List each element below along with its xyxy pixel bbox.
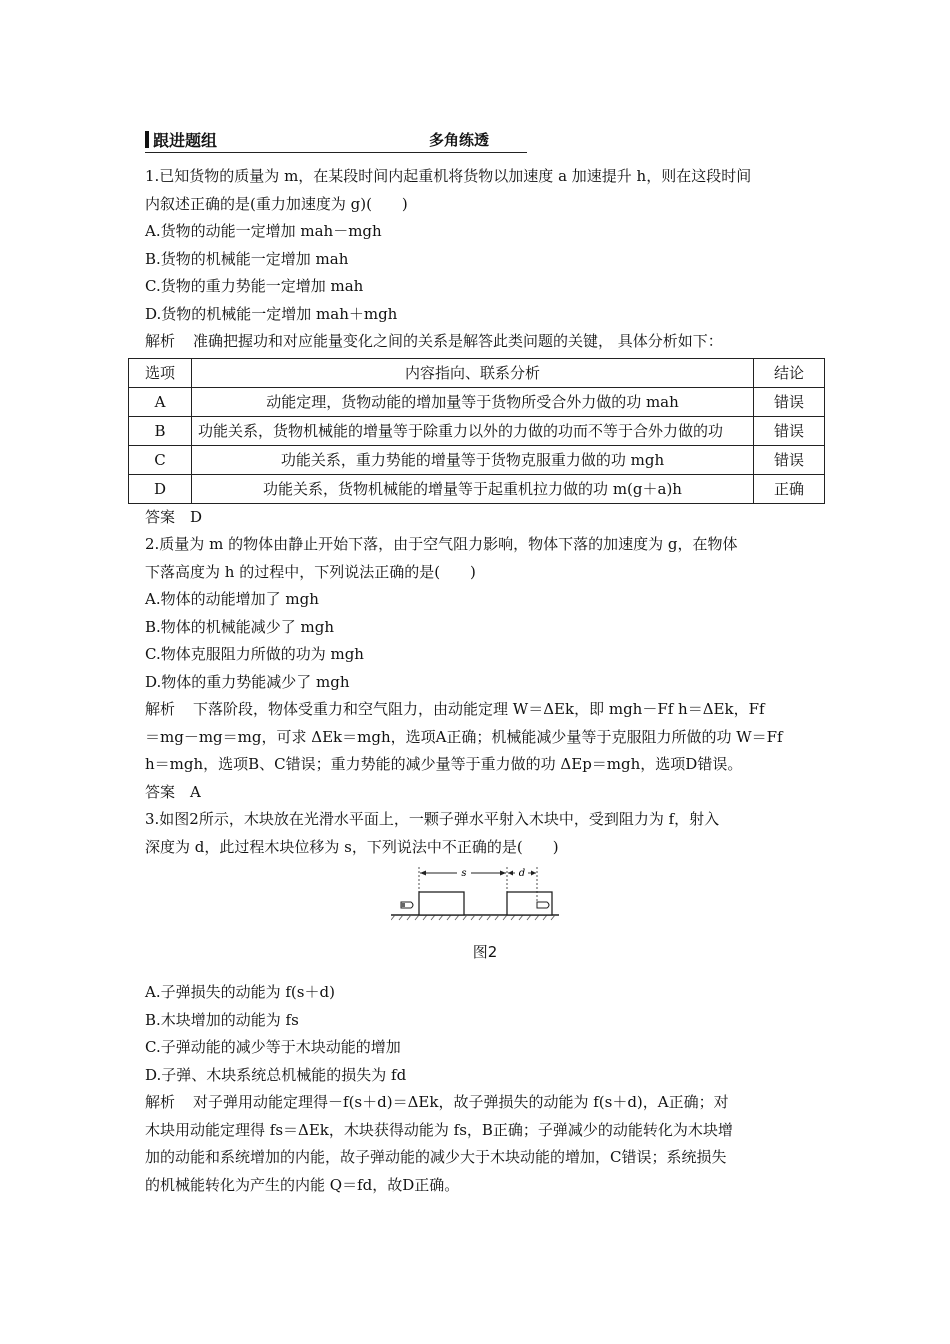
table-cell-result: 错误 [754, 416, 825, 445]
q3-option-a: A.子弹损失的动能为 f(s＋d) [145, 983, 335, 1001]
q1-option-b: B.货物的机械能一定增加 mah [145, 249, 349, 268]
table-cell-option: D [129, 474, 192, 503]
table-header-row [129, 358, 825, 387]
table-cell-result: 错误 [754, 387, 825, 416]
table-cell-option: B [129, 416, 192, 445]
q2-analysis-text-1: 下落阶段，物体受重力和空气阻力，由动能定理 W＝ΔEk，即 mgh－Ff h＝ΔEk，Ff [193, 700, 765, 718]
q3-analysis-line-3: 加的动能和系统增加的内能，故子弹动能的减少大于木块动能的增加，C错误；系统损失 [145, 1148, 727, 1166]
q1-option-d: D.货物的机械能一定增加 mah＋mgh [145, 304, 398, 323]
q2-analysis-line-2: ＝mg－mg＝mg，可求 ΔEk＝mgh，选项A正确；机械能减少量等于克服阻力所做的功 W＝Ff [145, 727, 783, 746]
table-cell-result: 正确 [754, 474, 825, 503]
table-cell-content: 动能定理，货物动能的增加量等于货物所受合外力做的功 mah [192, 387, 754, 416]
q3-option-b: B.木块增加的动能为 fs [145, 1010, 299, 1029]
table-cell-option: A [129, 387, 192, 416]
q2-answer: 答案 A [145, 782, 201, 801]
q2-stem-line-2: 下落高度为 h 的过程中，下列说法正确的是( ) [145, 562, 476, 581]
q2-option-a: A.物体的动能增加了 mgh [145, 590, 319, 608]
table-cell-content: 功能关系，货物机械能的增量等于起重机拉力做的功 m(g＋a)h [192, 474, 754, 503]
bullet-final [537, 902, 549, 908]
q3-analysis-label: 解析 [145, 1093, 176, 1111]
block-initial [419, 892, 464, 915]
q3-option-c: C.子弹动能的减少等于木块动能的增加 [145, 1038, 401, 1056]
table-row [129, 474, 825, 503]
q2-stem-line-1: 2.质量为 m 的物体由静止开始下落，由于空气阻力影响，物体下落的加速度为 g，在物体 [145, 535, 738, 553]
table-cell-option: C [129, 445, 192, 474]
section-header [145, 128, 527, 153]
q3-stem-line-1: 3.如图2所示，木块放在光滑水平面上，一颗子弹水平射入木块中，受到阻力为 f，射入 [145, 810, 720, 828]
q2-option-d: D.物体的重力势能减少了 mgh [145, 672, 350, 691]
document-page [145, 128, 825, 1199]
q1-analysis-text: 准确把握功和对应能量变化之间的关系是解答此类问题的关键， 具体分析如下： [193, 332, 723, 350]
table-row [129, 387, 825, 416]
figure-2 [145, 863, 825, 958]
q2-option-b: B.物体的机械能减少了 mgh [145, 617, 335, 636]
q3-analysis-line-2: 木块用动能定理得 fs＝ΔEk，木块获得动能为 fs，B正确；子弹减少的动能转化为木块增 [145, 1120, 733, 1139]
label-d: d [518, 868, 526, 879]
q3-stem-line-2: 深度为 d，此过程木块位移为 s，下列说法中不正确的是( ) [145, 837, 559, 856]
q3-analysis-text-1: 对子弹用动能定理得－f(s＋d)＝ΔEk，故子弹损失的动能为 f(s＋d)，A正确；对 [193, 1093, 729, 1111]
q3-analysis-line-4: 的机械能转化为产生的内能 Q＝fd，故D正确。 [145, 1175, 460, 1194]
q1-stem-line-2: 内叙述正确的是(重力加速度为 g)( ) [145, 194, 408, 213]
q1-analysis [145, 328, 825, 356]
q1-stem-line-1: 1.已知货物的质量为 m，在某段时间内起重机将货物以加速度 a 加速提升 h，则在这段时间 [145, 167, 752, 185]
table-header-content: 内容指向、联系分析 [192, 358, 754, 387]
q1-answer: 答案 D [145, 507, 203, 526]
section-title: 跟进题组 [153, 131, 218, 150]
table-header-option: 选项 [129, 358, 192, 387]
table-cell-content: 功能关系，重力势能的增量等于货物克服重力做的功 mgh [192, 445, 754, 474]
table-row [129, 445, 825, 474]
label-s: s [461, 868, 467, 879]
figure-caption: 图2 [472, 943, 498, 961]
table-row [129, 416, 825, 445]
q1-analysis-label: 解析 [145, 332, 176, 350]
table-header-result: 结论 [754, 358, 825, 387]
q3-option-d: D.子弹、木块系统总机械能的损失为 fd [145, 1065, 407, 1084]
table-cell-result: 错误 [754, 445, 825, 474]
q2-analysis-line-3: h＝mgh，选项B、C错误；重力势能的减少量等于重力做的功 ΔEp＝mgh，选项D错误。 [145, 755, 743, 773]
q1-option-c: C.货物的重力势能一定增加 mah [145, 277, 364, 295]
q3-analysis-line-1 [145, 1089, 825, 1117]
q2-analysis-line-1 [145, 696, 825, 724]
table-cell-content: 功能关系，货物机械能的增量等于除重力以外的力做的功而不等于合外力做的功 [192, 416, 754, 445]
q2-analysis-label: 解析 [145, 700, 176, 718]
bullet-block-diagram [391, 863, 561, 925]
q1-option-a: A.货物的动能一定增加 mah－mgh [145, 222, 382, 240]
q2-option-c: C.物体克服阻力所做的功为 mgh [145, 645, 364, 663]
section-subtitle: 多角练透 [429, 131, 490, 149]
q1-analysis-table [128, 358, 825, 504]
header-bar [145, 131, 149, 148]
